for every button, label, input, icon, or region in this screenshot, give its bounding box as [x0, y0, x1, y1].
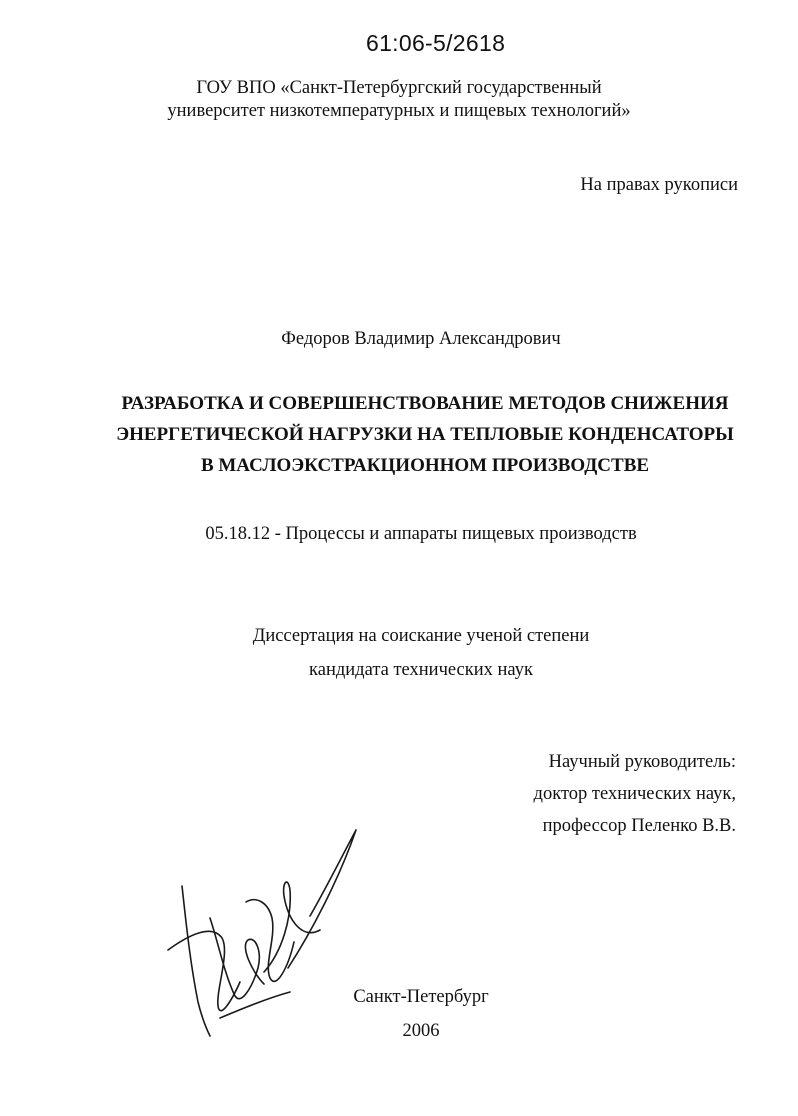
title-line-2: ЭНЕРГЕТИЧЕСКОЙ НАГРУЗКИ НА ТЕПЛОВЫЕ КОНДЕНСАТОРЫ — [116, 424, 734, 445]
institution-line-1: ГОУ ВПО «Санкт-Петербургский государственный — [196, 78, 602, 98]
title-line-1: РАЗРАБОТКА И СОВЕРШЕНСТВОВАНИЕ МЕТОДОВ СНИЖЕНИЯ — [121, 393, 729, 414]
title-line-3: В МАСЛОЭКСТРАКЦИОННОМ ПРОИЗВОДСТВЕ — [200, 455, 650, 476]
institution-name — [60, 77, 738, 123]
specialty-code: 05.18.12 - Процессы и аппараты пищевых производств — [205, 524, 637, 544]
city-name: Санкт-Петербург — [353, 987, 489, 1007]
institution-line-2: университет низкотемпературных и пищевых технологий» — [167, 101, 631, 121]
degree-line-2: кандидата технических наук — [309, 660, 533, 680]
supervisor-name: профессор Пеленко В.В. — [542, 816, 736, 836]
supervisor-label: Научный руководитель: — [548, 752, 736, 772]
author-name: Федоров Владимир Александрович — [281, 329, 561, 349]
supervisor-degree: доктор технических наук, — [533, 784, 736, 804]
place-and-year — [0, 980, 798, 1048]
catalog-number: 61:06-5/2618 — [366, 30, 506, 56]
year: 2006 — [402, 1021, 440, 1041]
dissertation-title — [0, 388, 798, 481]
rights-note: На правах рукописи — [580, 175, 738, 195]
degree-line-1: Диссертация на соискание ученой степени — [252, 626, 590, 646]
signature-stroke — [288, 830, 356, 968]
supervisor-block — [400, 746, 736, 842]
degree-statement — [0, 619, 798, 687]
